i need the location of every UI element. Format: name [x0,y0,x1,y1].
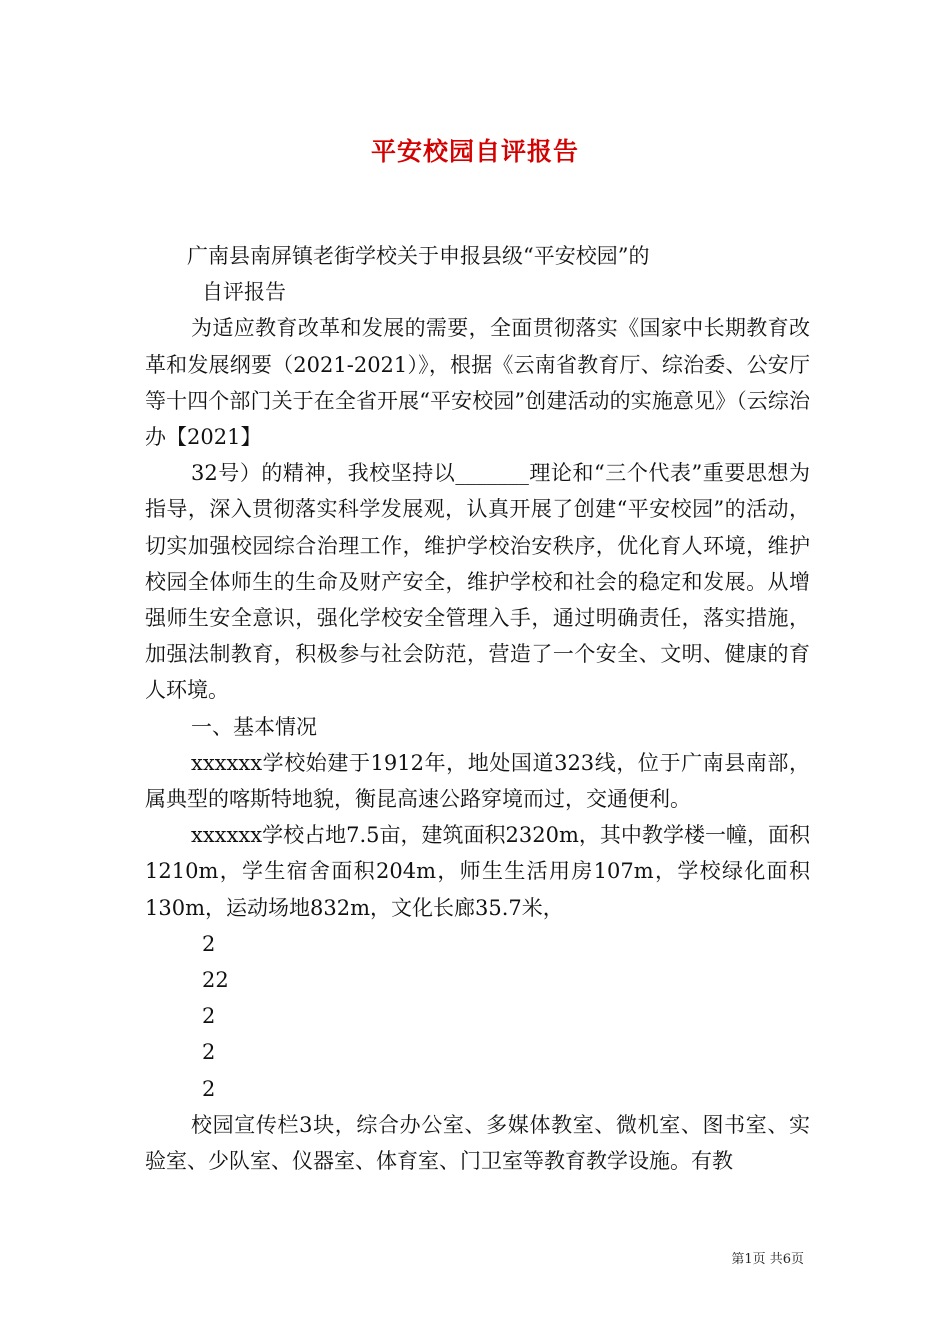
section-heading-basic: 一、基本情况 [191,714,317,739]
stray-number: 2 [202,1040,216,1065]
paragraph-intro: 为适应教育改革和发展的需要，全面贯彻落实《国家中长期教育改革和发展纲要（2021-2021）》，根据《云南省教育厅、综治委、公安厅等十四个部门关于在全省开展“平安校园”创建活动的实施意见》（云综治办【2021】 [145,316,810,450]
paragraph-boards: 校园宣传栏3块，综合办公室、多媒体教室、微机室、图书室、实验室、少队室、仪器室、体育室、门卫室等教育教学设施。有教 [145,1112,810,1174]
document-body [145,238,810,1179]
stray-number: 22 [202,968,229,993]
stray-number: 2 [202,1004,216,1029]
document-title: 平安校园自评报告 [370,137,579,166]
page-number: 第1页 共6页 [731,1252,804,1267]
paragraph-facilities: xxxxxx学校占地7.5亩，建筑面积2320m，其中教学楼一幢，面积1210m，学生宿舍面积204m，师生生活用房107m，学校绿化面积130m，运动场地832m，文化长廊35.7米， [145,823,810,920]
heading-line-1: 广南县南屏镇老街学校关于申报县级“平安校园”的 [187,244,650,268]
paragraph-history: xxxxxx学校始建于1912年，地处国道323线，位于广南县南部，属典型的喀斯特地貌，衡昆高速公路穿境而过，交通便利。 [145,750,810,812]
heading-line-2: 自评报告 [202,280,286,305]
stray-number: 2 [202,931,216,956]
stray-number: 2 [202,1076,216,1101]
paragraph-spirit: 32号）的精神，我校坚持以_______理论和“三个代表”重要思想为指导，深入贯彻落实科学发展观，认真开展了创建“平安校园”的活动，切实加强校园综合治理工作，维护学校治安秩序，优化育人环境，维护校园全体师生的生命及财产安全，维护学校和社会的稳定和发展。从增强师生安全意识，强化学校安全管理入手，通过明确责任，落实措施，加强法制教育，积极参与社会防范，营造了一个安全、文明、健康的育人环境。 [145,461,810,703]
